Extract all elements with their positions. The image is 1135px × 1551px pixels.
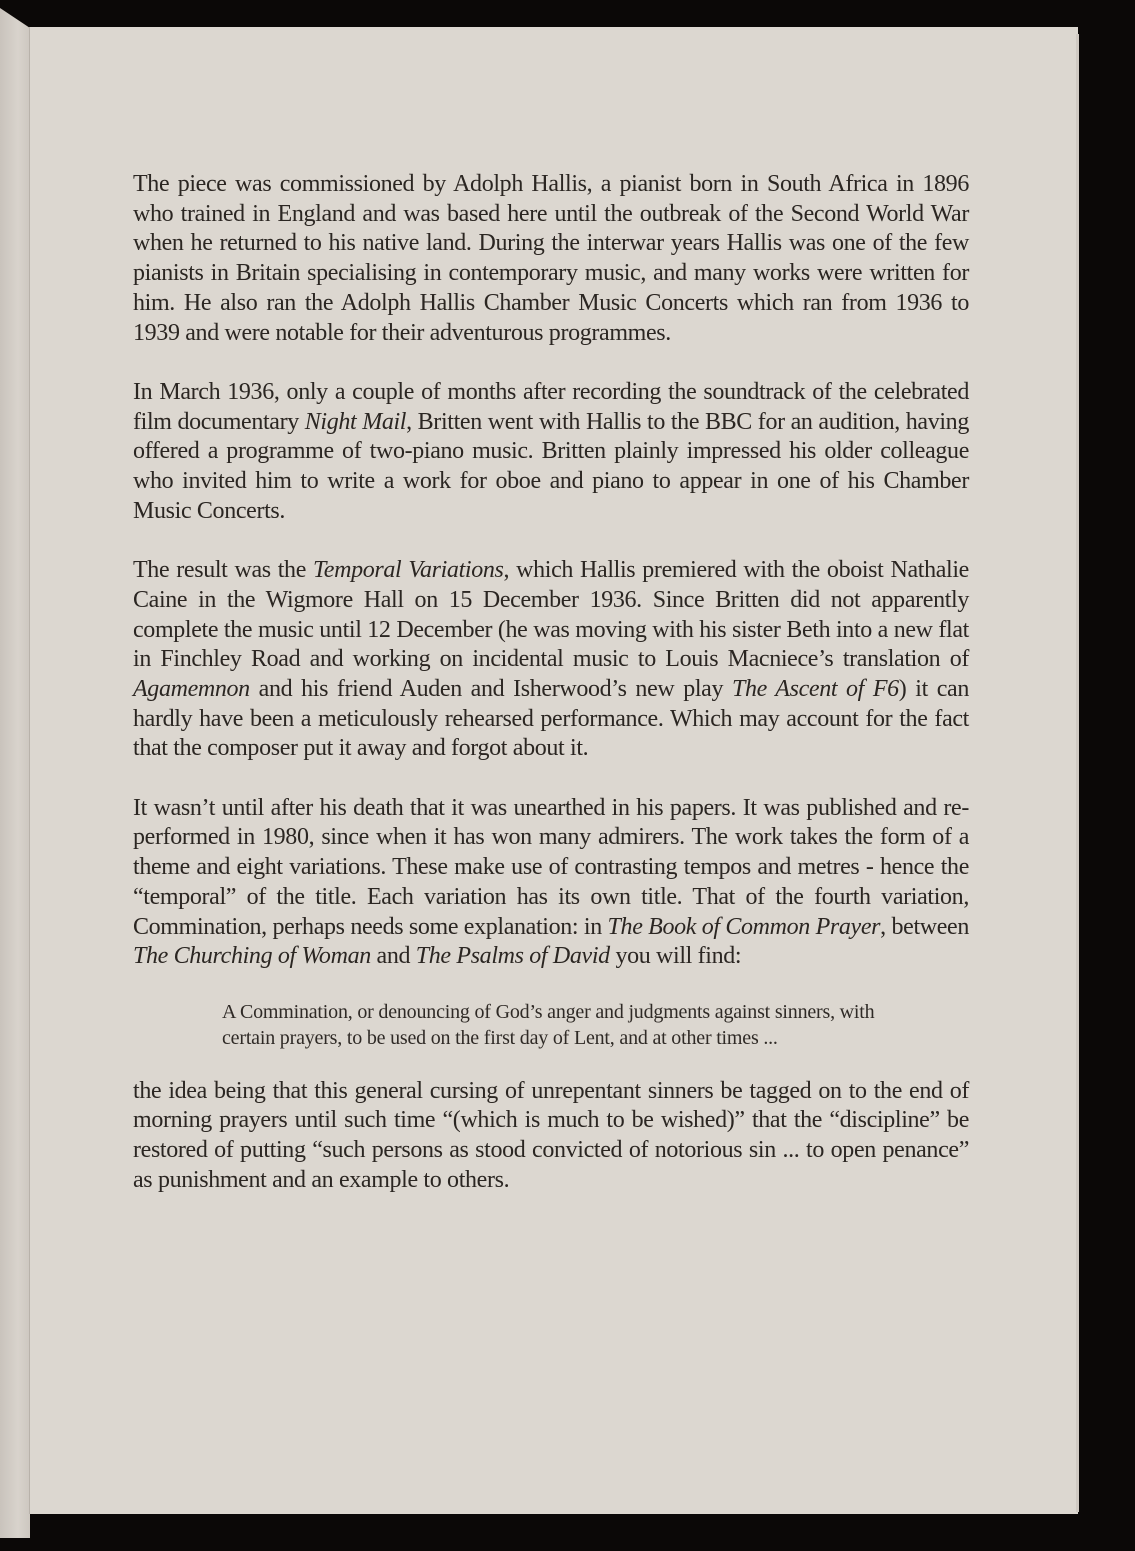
page-right-edge xyxy=(1076,34,1079,1512)
text-run: The piece was commissioned by Adolph Hallis, a pianist born in South Africa in 1896 who trained in England and was based here until the outbreak of the Second World War when he returned to his native land. During the interwar years Hallis was one of the few pianists in Britain specialising in contemporary music, and many works were written for him. He also ran the Adolph Hallis Chamber Music Concerts which ran from 1936 to 1939 and were notable for their adventurous programmes. xyxy=(133,171,969,346)
italic-title: The Ascent of F6 xyxy=(731,675,899,702)
text-run: ) it can hardly have been a meticulously rehearsed performance. Which may account for the fact that the composer put it away and forgot about it. xyxy=(133,675,969,762)
italic-title: The Churching of Woman xyxy=(133,943,371,970)
paragraph-publication xyxy=(133,794,969,972)
text-run: , between xyxy=(880,913,969,940)
text-run: you will find: xyxy=(609,943,742,970)
paragraph-audition xyxy=(133,378,969,527)
italic-title: Temporal Variations xyxy=(313,557,504,584)
italic-title: The Book of Common Prayer xyxy=(607,913,881,940)
text-run: the idea being that this general cursing of unrepentant sinners be tagged on to the end of morning prayers until such time “(which is much to be wished)” that the “discipline” be restored of putting “such persons as stood convicted of notorious sin ... to open penance” as punishment and an example to others. xyxy=(133,1077,969,1193)
paragraph-closing xyxy=(133,1077,969,1196)
italic-title: Night Mail xyxy=(304,408,407,435)
block-quote: A Commination, or denouncing of God’s anger and judgments against sinners, with certain prayers, to be used on the first day of Lent, and at other times ... xyxy=(222,1000,875,1049)
paragraph-commission xyxy=(133,170,969,348)
text-run: , which Hallis premiered with the oboist Nathalie Caine in the Wigmore Hall on 15 December 1936. Since Britten did not apparently complete the music until 12 December (he was moving with his sister Beth into a new flat in Finchley Road and working on incidental music to Louis Macniece’s translation of xyxy=(133,557,969,673)
text-run: , Britten went with Hallis to the BBC for an audition, having offered a programme of two-piano music. Britten plainly impressed his older colleague who invited him to write a work for oboe and piano to appear in one of his Chamber Music Concerts. xyxy=(133,408,969,524)
text-run: and xyxy=(370,943,416,970)
italic-title: Agamemnon xyxy=(133,675,250,702)
page xyxy=(29,27,1078,1514)
text-run: It wasn’t until after his death that it was unearthed in his papers. It was published and re-performed in 1980, since when it has won many admirers. The work takes the form of a theme and eight variations. These make use of contrasting tempos and metres - hence the “temporal” of the title. Each variation has its own title. That of the fourth variation, Commination, perhaps needs some explanation: in xyxy=(133,794,969,940)
text-block xyxy=(133,170,969,1225)
text-run: and his friend Auden and Isherwood’s new play xyxy=(249,675,732,702)
text-run: The result was the xyxy=(133,557,313,584)
text-run: In March 1936, only a couple of months after recording the soundtrack of the celebrated film documentary xyxy=(133,378,969,435)
underlying-page-edge xyxy=(0,8,30,1538)
paragraph-premiere xyxy=(133,556,969,764)
italic-title: The Psalms of David xyxy=(415,943,610,970)
